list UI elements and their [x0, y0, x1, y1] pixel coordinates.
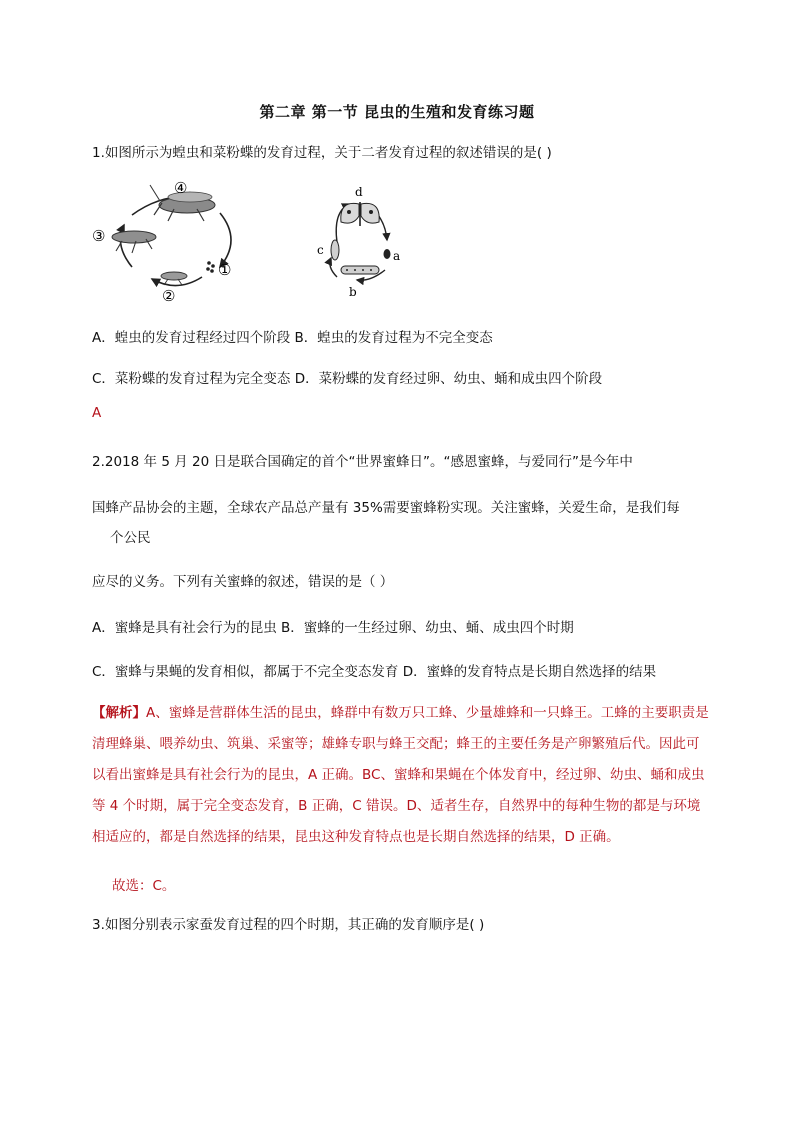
- label-2: ②: [162, 287, 176, 305]
- label-1: ①: [218, 261, 232, 279]
- q2-stem-line3: 个公民: [110, 530, 151, 546]
- locust-nymph-small-icon: [161, 272, 187, 285]
- q2-analysis: [92, 698, 712, 853]
- butterfly-development-figure: [315, 182, 405, 302]
- q2-stem-line4: 应尽的义务。下列有关蜜蜂的叙述，错误的是（ ）: [92, 574, 394, 590]
- q2-options-cd: C．蜜蜂与果蝇的发育相似，都属于不完全变态发育 D．蜜蜂的发育特点是长期自然选择的结果: [92, 664, 657, 680]
- q2-stem-line1: 2.2018 年 5 月 20 日是联合国确定的首个“世界蜜蜂日”。“感恩蜜蜂，与爱同行”是今年中: [92, 454, 633, 470]
- label-d: d: [355, 185, 363, 199]
- q3-stem: 3.如图分别表示家蚕发育过程的四个时期，其正确的发育顺序是( ): [92, 917, 485, 933]
- label-b: b: [349, 285, 357, 299]
- label-3: ③: [92, 227, 106, 245]
- butterfly-egg-icon: [384, 249, 391, 259]
- label-a: a: [393, 249, 401, 263]
- q1-options-ab: A．蝗虫的发育过程经过四个阶段 B．蝗虫的发育过程为不完全变态: [92, 330, 493, 346]
- butterfly-larva-icon: [341, 266, 379, 274]
- label-4: ④: [174, 179, 188, 197]
- locust-nymph-large-icon: [112, 231, 156, 253]
- page-title: 第二章 第一节 昆虫的生殖和发育练习题: [259, 103, 535, 121]
- analysis-text: A、蜜蜂是营群体生活的昆虫，蜂群中有数万只工蜂、少量雄蜂和一只蜂王。工蜂的主要职责是清理蜂巢、喂养幼虫、筑巢、采蜜等；雄蜂专职与蜂王交配；蜂王的主要任务是产卵繁殖后代。因此可以看出蜜蜂是具有社会行为的昆虫，A 正确。BC、蜜蜂和果蝇在个体发育中，经过卵、幼虫、蛹和成虫等 4 个时期，属于完全变态发育，B 正确，C 错误。D、适者生存，自然界中的每种生物的都是与环境相适应的，都是自然选择的结果，昆虫这种发育特点也是长期自然选择的结果，D 正确。: [92, 705, 709, 845]
- q2-answer: 故选：C。: [112, 878, 176, 894]
- q1-answer: A: [92, 405, 102, 421]
- locust-eggs-icon: [206, 261, 215, 273]
- q2-options-ab: A．蜜蜂是具有社会行为的昆虫 B．蜜蜂的一生经过卵、幼虫、蛹、成虫四个时期: [92, 620, 574, 636]
- q1-options-cd: C．菜粉蝶的发育过程为完全变态 D．菜粉蝶的发育经过卵、幼虫、蛹和成虫四个阶段: [92, 371, 603, 387]
- locust-development-figure: [92, 175, 252, 305]
- butterfly-pupa-icon: [331, 240, 339, 260]
- butterfly-adult-icon: [341, 202, 379, 226]
- label-c: c: [317, 243, 324, 257]
- q2-stem-line2: 国蜂产品协会的主题，全球农产品总产量有 35%需要蜜蜂粉实现。关注蜜蜂，关爱生命，是我们每: [92, 500, 680, 516]
- q1-stem: 1.如图所示为蝗虫和菜粉蝶的发育过程，关于二者发育过程的叙述错误的是( ): [92, 145, 552, 161]
- analysis-tag: 【解析】: [92, 705, 146, 721]
